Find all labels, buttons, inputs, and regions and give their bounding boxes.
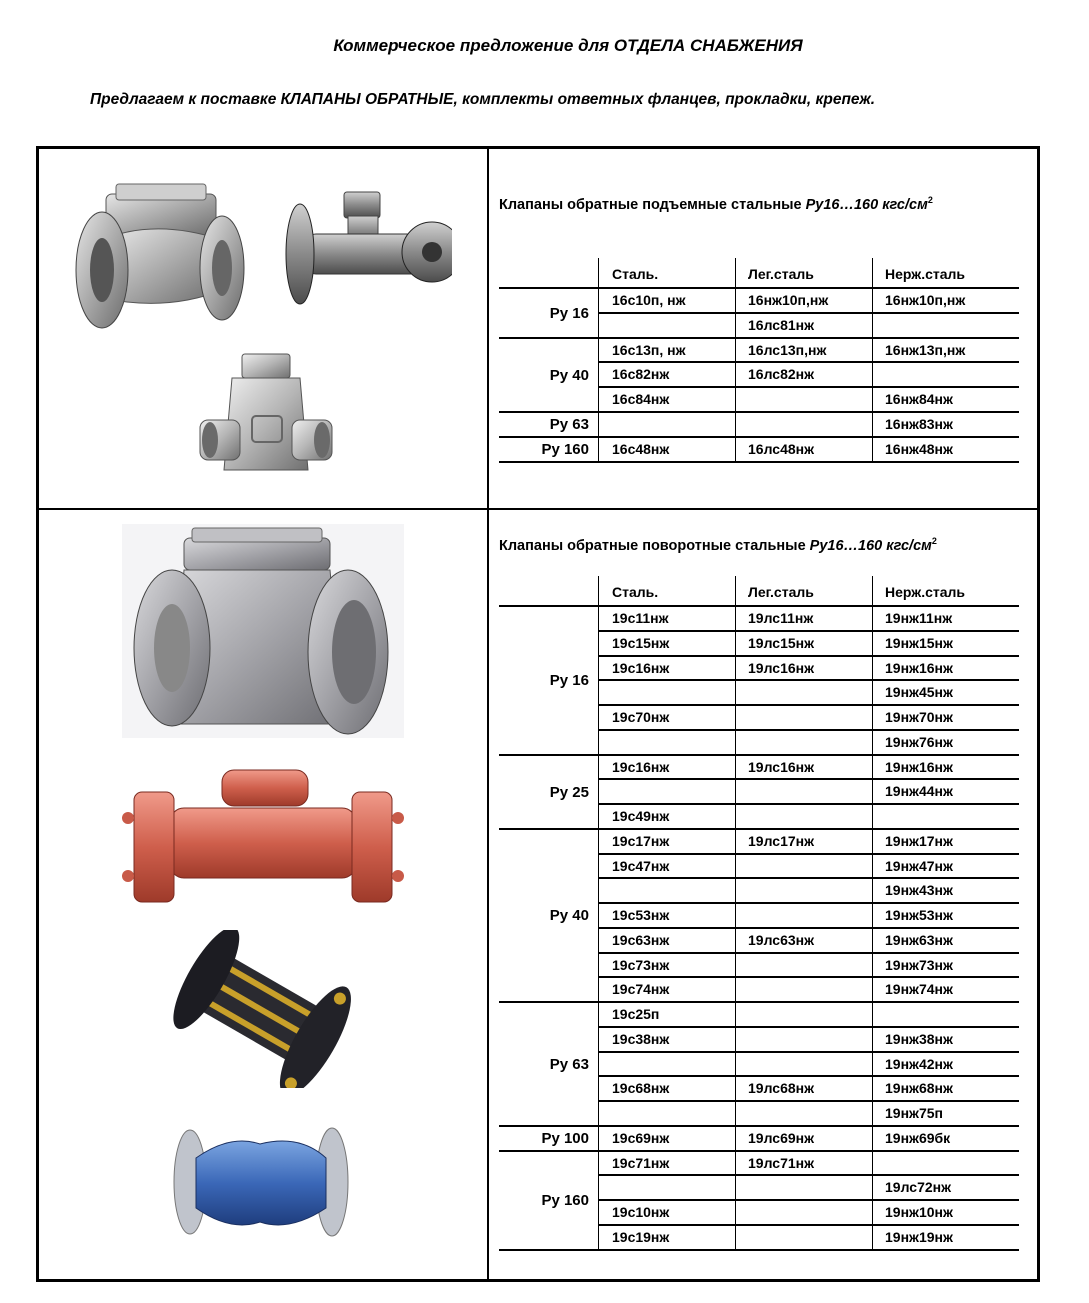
- table-cell: 19лс11нж: [748, 610, 814, 626]
- frame-horizontal-divider: [36, 508, 1040, 510]
- section2-title-main: Клапаны обратные поворотные стальные: [499, 537, 810, 554]
- table-cell: 19нж63нж: [885, 931, 953, 948]
- row-rule: [599, 1199, 1019, 1201]
- table-cell: 19нж74нж: [885, 981, 953, 998]
- table-cell: 19с16нж: [612, 659, 670, 676]
- table-cell: 19с11нж: [612, 610, 669, 626]
- table-cell: 19нж76нж: [885, 733, 953, 750]
- column-header: Сталь.: [612, 584, 659, 600]
- section1-title-range: Ру16…160 кгс/см: [805, 196, 928, 213]
- table-cell: 19нж70нж: [885, 709, 953, 725]
- pressure-label: Ру 160: [541, 441, 589, 459]
- pressure-label: Ру 160: [541, 1192, 589, 1209]
- group-rule: [499, 1249, 1019, 1251]
- table-cell: 16с13п, нж: [612, 341, 686, 358]
- table-cell: 16с82нж: [612, 366, 670, 383]
- row-rule: [599, 927, 1019, 929]
- group-rule: [499, 1150, 1019, 1152]
- row-rule: [599, 1224, 1019, 1226]
- table-cell: 16лс81нж: [748, 316, 815, 333]
- table-cell: 19нж69бк: [885, 1129, 951, 1146]
- row-rule: [599, 704, 1019, 706]
- row-rule: [599, 1174, 1019, 1176]
- column-separator: [872, 576, 873, 1250]
- lift-check-valve-pipe-image: [282, 188, 452, 308]
- group-rule: [499, 436, 1019, 438]
- section2-title-range: Ру16…160 кгс/см: [809, 537, 932, 554]
- table-cell: 19с71нж: [612, 1154, 670, 1171]
- group-rule: [499, 337, 1019, 339]
- table-cell: 16лс48нж: [748, 440, 815, 457]
- table-cell: 19нж53нж: [885, 907, 953, 923]
- table-cell: 19лс17нж: [748, 832, 815, 849]
- table-cell: 19с10нж: [612, 1204, 670, 1220]
- check-valve-blue-image: [170, 1124, 352, 1240]
- table-cell: 19нж19нж: [885, 1228, 953, 1245]
- column-header: Сталь.: [612, 266, 659, 282]
- table-cell: 16нж48нж: [885, 440, 953, 457]
- row-rule: [599, 803, 1019, 805]
- table-cell: 19лс16нж: [748, 659, 815, 676]
- table-cell: 19с25п: [612, 1006, 660, 1022]
- lift-check-valve-socket-image: [196, 350, 336, 495]
- table-cell: 19с47нж: [612, 857, 670, 874]
- table-cell: 19нж38нж: [885, 1030, 953, 1047]
- group-rule: [499, 754, 1019, 756]
- group-rule: [499, 1001, 1019, 1003]
- row-rule: [599, 778, 1019, 780]
- section1-title-main: Клапаны обратные подъемные стальные: [499, 196, 806, 213]
- group-rule: [499, 411, 1019, 413]
- table-cell: 16с84нж: [612, 391, 670, 408]
- row-rule: [599, 1026, 1019, 1028]
- table-cell: 16лс13п,нж: [748, 341, 827, 358]
- group-rule: [499, 461, 1019, 463]
- pressure-label: Ру 63: [549, 416, 589, 434]
- column-separator: [598, 576, 599, 1250]
- table-cell: 19нж73нж: [885, 956, 953, 973]
- table-cell: 19нж17нж: [885, 832, 953, 849]
- row-rule: [599, 952, 1019, 954]
- group-rule: [499, 828, 1019, 830]
- table-cell: 19нж68нж: [885, 1080, 953, 1097]
- pressure-label: Ру 40: [549, 366, 589, 384]
- table-cell: 16лс82нж: [748, 366, 815, 383]
- lift-check-valve-flanged-image: [72, 180, 252, 340]
- table-cell: 19с16нж: [612, 758, 670, 775]
- table-cell: 19с63нж: [612, 931, 670, 948]
- row-rule: [599, 902, 1019, 904]
- pressure-label: Ру 40: [549, 907, 589, 925]
- row-rule: [599, 1051, 1019, 1053]
- row-rule: [599, 1075, 1019, 1077]
- row-rule: [599, 386, 1019, 388]
- table-cell: 19нж42нж: [885, 1055, 953, 1072]
- table-cell: 16нж83нж: [885, 416, 953, 432]
- pressure-label: Ру 16: [549, 672, 589, 690]
- pressure-label: Ру 63: [549, 1055, 589, 1073]
- table-cell: 19с68нж: [612, 1080, 670, 1097]
- table-cell: 19с38нж: [612, 1030, 670, 1047]
- page-subtitle: Предлагаем к поставке КЛАПАНЫ ОБРАТНЫЕ, комплекты ответных фланцев, прокладки, крепеж.: [90, 91, 876, 108]
- column-separator: [735, 576, 736, 1250]
- row-rule: [599, 361, 1019, 363]
- section2-title-sup: 2: [931, 536, 937, 546]
- table-cell: 19нж11нж: [885, 610, 953, 626]
- table-cell: 16нж10п,нж: [885, 292, 966, 308]
- table-cell: 19с53нж: [612, 907, 670, 923]
- table-cell: 19лс69нж: [748, 1129, 815, 1146]
- swing-check-valve-red-image: [118, 748, 408, 920]
- table-cell: 19с49нж: [612, 808, 670, 824]
- table-cell: 19нж16нж: [885, 758, 953, 775]
- table-cell: 19с73нж: [612, 956, 670, 973]
- table-cell: 16с48нж: [612, 440, 670, 457]
- table-cell: 16нж84нж: [885, 391, 953, 408]
- table-cell: 19с74нж: [612, 981, 670, 998]
- table-cell: 19лс72нж: [885, 1179, 952, 1196]
- row-rule: [599, 729, 1019, 731]
- table-cell: 16с10п, нж: [612, 292, 686, 308]
- swing-check-valve-grey-image: [122, 524, 404, 738]
- table-cell: 19с17нж: [612, 832, 670, 849]
- pressure-label: Ру 100: [541, 1130, 589, 1148]
- row-rule: [599, 976, 1019, 978]
- row-rule: [599, 630, 1019, 632]
- pressure-label: Ру 16: [549, 304, 589, 322]
- section1-title: [499, 195, 933, 213]
- table-cell: 19нж15нж: [885, 634, 953, 651]
- table-cell: 19с69нж: [612, 1129, 670, 1146]
- header-rule: [499, 287, 1019, 289]
- frame-vertical-divider: [487, 146, 489, 1282]
- row-rule: [599, 1100, 1019, 1102]
- table-cell: 19лс16нж: [748, 758, 815, 775]
- column-header: Лег.сталь: [748, 584, 814, 600]
- table-cell: 19нж10нж: [885, 1204, 953, 1220]
- section2-title: [499, 536, 937, 554]
- table-cell: 19лс63нж: [748, 931, 815, 948]
- table-cell: 19лс71нж: [748, 1154, 815, 1171]
- page-title: Коммерческое предложение для ОТДЕЛА СНАБЖЕНИЯ: [333, 36, 803, 55]
- table-cell: 19нж44нж: [885, 783, 953, 800]
- table-cell: 19с19нж: [612, 1228, 670, 1245]
- table-cell: 19нж47нж: [885, 857, 953, 874]
- row-rule: [599, 877, 1019, 879]
- row-rule: [599, 312, 1019, 314]
- check-valve-black-yellow-image: [168, 930, 353, 1088]
- row-rule: [599, 853, 1019, 855]
- section1-title-sup: 2: [927, 195, 933, 205]
- table-cell: 19с15нж: [612, 634, 670, 651]
- group-rule: [499, 1125, 1019, 1127]
- table-cell: 16нж10п,нж: [748, 292, 829, 308]
- row-rule: [599, 679, 1019, 681]
- table-cell: 19нж16нж: [885, 659, 953, 676]
- header-rule: [499, 605, 1019, 607]
- column-header: Нерж.сталь: [885, 266, 966, 282]
- table-cell: 19нж45нж: [885, 684, 953, 701]
- table-cell: 19нж43нж: [885, 882, 953, 899]
- table-cell: 19с70нж: [612, 709, 670, 725]
- pressure-label: Ру 25: [549, 783, 589, 801]
- table-cell: 19нж75п: [885, 1105, 943, 1121]
- row-rule: [599, 655, 1019, 657]
- table-cell: 19лс15нж: [748, 634, 815, 651]
- table-cell: 19лс68нж: [748, 1080, 815, 1097]
- table-cell: 16нж13п,нж: [885, 341, 966, 358]
- column-header: Лег.сталь: [748, 266, 814, 282]
- column-header: Нерж.сталь: [885, 584, 966, 600]
